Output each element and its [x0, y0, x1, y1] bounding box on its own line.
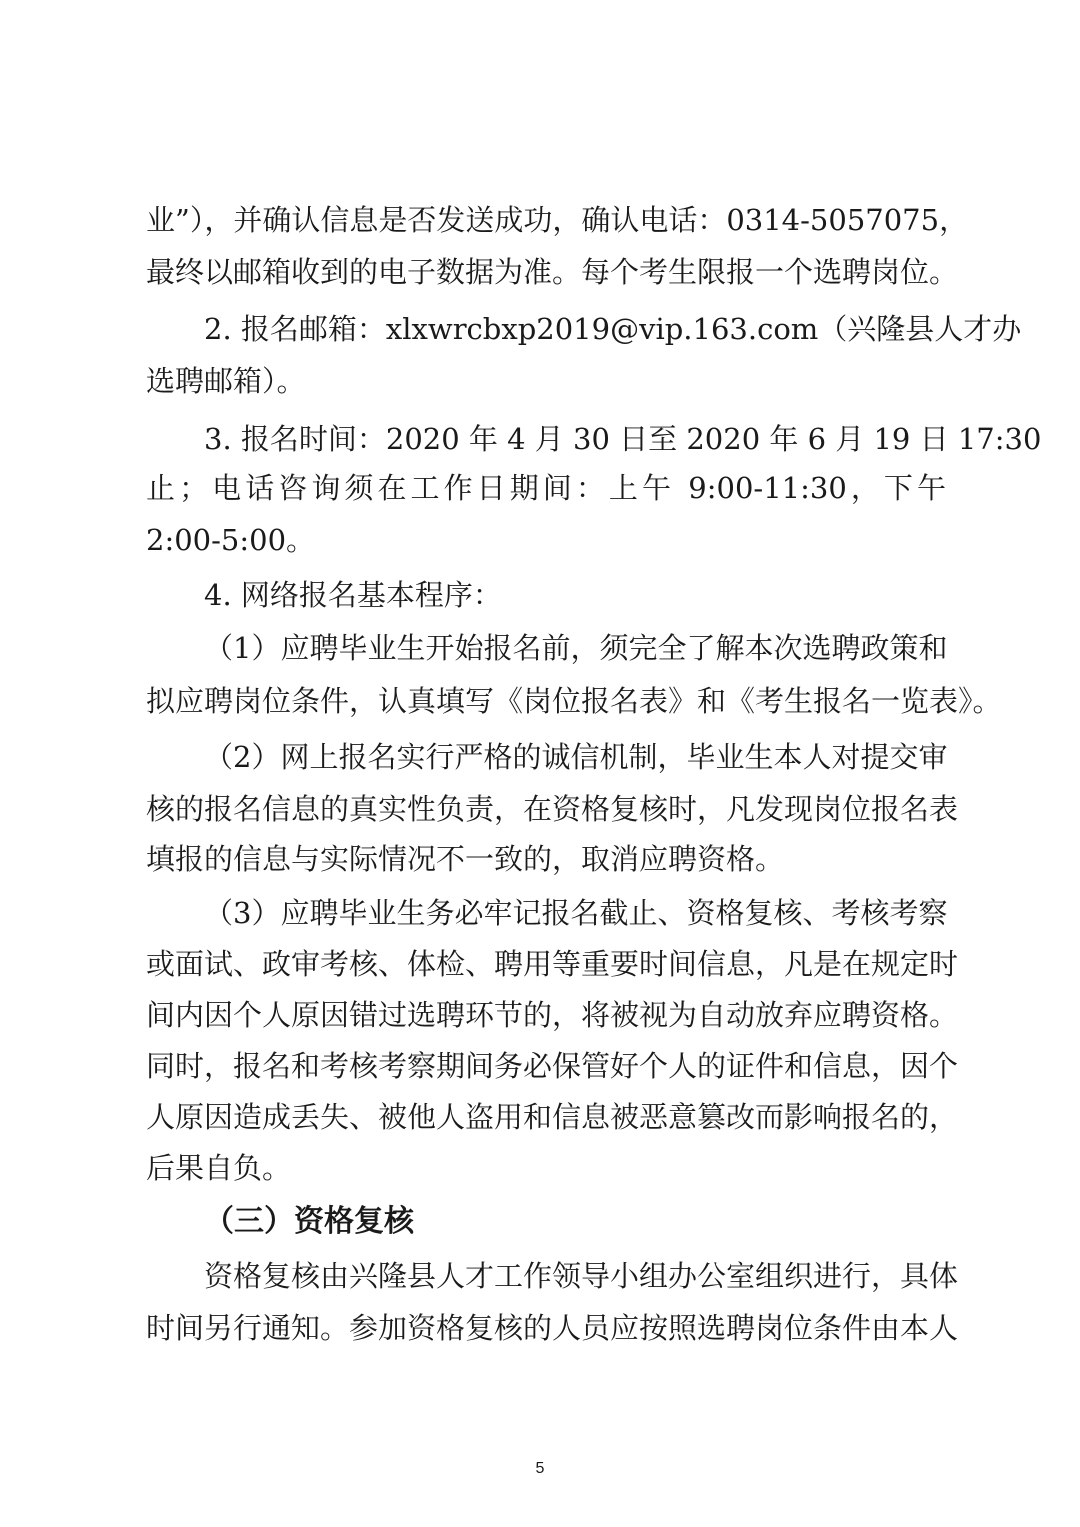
body-line: 核的报名信息的真实性负责，在资格复核时，凡发现岗位报名表: [146, 792, 959, 826]
body-line: （2）网上报名实行严格的诚信机制，毕业生本人对提交审: [204, 740, 948, 774]
body-line: 选聘邮箱）。: [146, 364, 306, 398]
body-line: 资格复核由兴隆县人才工作领导小组办公室组织进行，具体: [204, 1259, 959, 1293]
body-line: 或面试、政审考核、体检、聘用等重要时间信息，凡是在规定时: [146, 947, 959, 981]
body-line: 人原因造成丢失、被他人盗用和信息被恶意篡改而影响报名的，: [146, 1100, 959, 1134]
body-line: 间内因个人原因错过选聘环节的，将被视为自动放弃应聘资格。: [146, 998, 959, 1032]
body-line: 后果自负。: [146, 1151, 292, 1185]
page-number: 5: [535, 1460, 545, 1477]
body-line: 2:00-5:00。: [146, 523, 316, 557]
body-line: 业”），并确认信息是否发送成功，确认电话：0314-5057075，: [146, 203, 969, 237]
body-line: 最终以邮箱收到的电子数据为准。每个考生限报一个选聘岗位。: [146, 255, 959, 289]
body-line: （1）应聘毕业生开始报名前，须完全了解本次选聘政策和: [204, 631, 948, 665]
body-line: 3. 报名时间：2020 年 4 月 30 日至 2020 年 6 月 19 日 17:30: [204, 422, 1042, 456]
body-line: （3）应聘毕业生务必牢记报名截止、资格复核、考核考察: [204, 896, 948, 930]
body-line: 止；电话咨询须在工作日期间：上午 9:00-11:30，下午: [146, 471, 946, 505]
body-line: 拟应聘岗位条件，认真填写《岗位报名表》和《考生报名一览表》。: [146, 684, 1002, 718]
body-line: 4. 网络报名基本程序：: [204, 578, 502, 612]
body-line: 2. 报名邮箱：xlxwrcbxp2019@vip.163.com（兴隆县人才办: [204, 312, 1022, 346]
body-line: 填报的信息与实际情况不一致的，取消应聘资格。: [146, 842, 785, 876]
body-line: 时间另行通知。参加资格复核的人员应按照选聘岗位条件由本人: [146, 1311, 959, 1345]
body-line: 同时，报名和考核考察期间务必保管好个人的证件和信息，因个: [146, 1049, 959, 1083]
section-heading: （三）资格复核: [204, 1204, 414, 1239]
